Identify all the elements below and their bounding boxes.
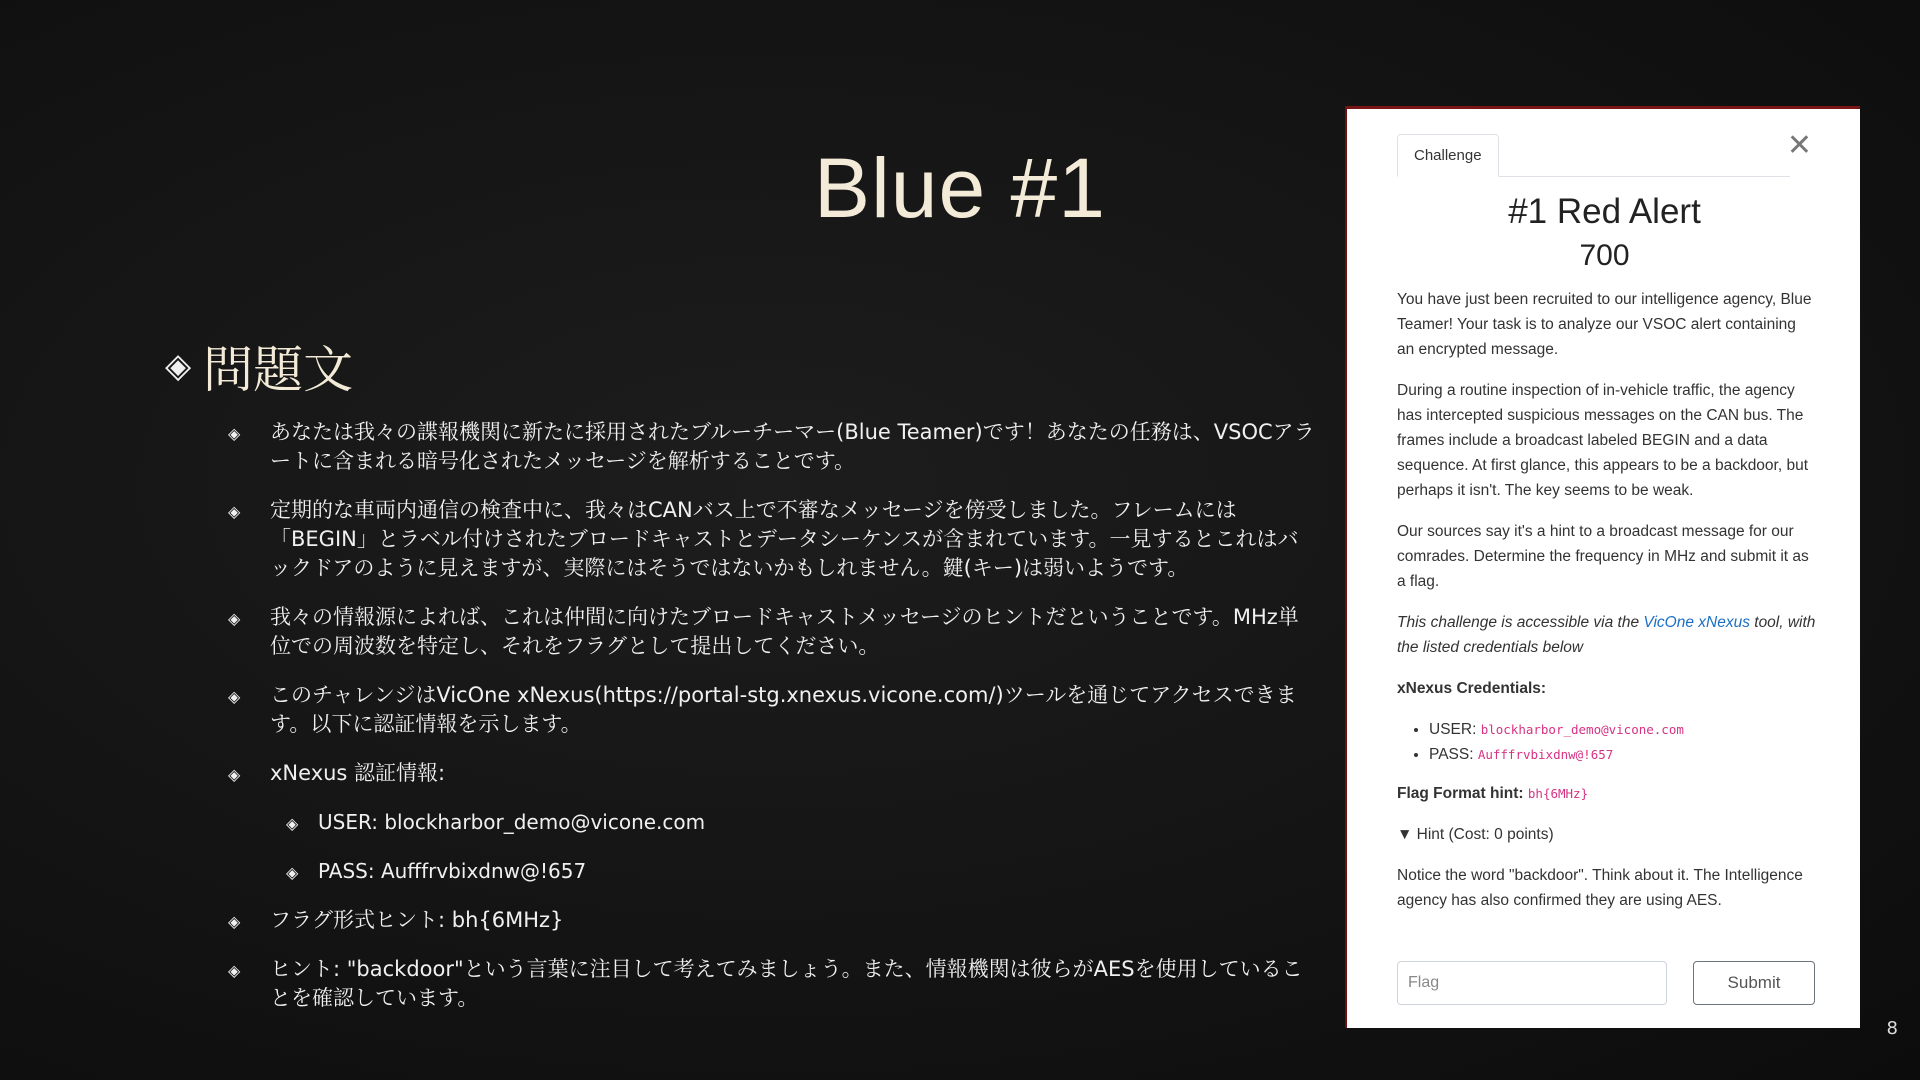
credentials-list [1397,717,1817,767]
diamond-bullet-icon: ◈ [165,346,192,386]
list-item [286,808,1318,837]
challenge-description [1397,287,1817,929]
diamond-bullet-icon: ◈ [228,424,241,443]
list-item [228,603,1318,661]
tab-challenge[interactable]: Challenge [1397,134,1499,177]
bullet-text: xNexus 認証情報: [270,761,446,785]
bullet-text: ヒント: "backdoor"という言葉に注目して考えてみましょう。また、情報機関は彼らがAESを使用していることを確認しています。 [270,957,1303,1010]
close-icon[interactable]: ✕ [1786,129,1812,162]
bullet-text: 我々の情報源によれば、これは仲間に向けたブロードキャストメッセージのヒントだということです。MHz単位での周波数を特定し、それをフラグとして提出してください。 [270,605,1299,658]
bullet-text: フラグ形式ヒント: bh{6MHz} [270,908,564,932]
diamond-bullet-icon: ◈ [228,765,241,784]
bullet-text: PASS: Aufffrvbixdnw@!657 [318,859,587,883]
submit-button[interactable]: Submit [1693,961,1815,1005]
flag-format-hint [1397,781,1817,806]
list-item [228,906,1318,935]
flag-input[interactable] [1397,961,1667,1005]
section-heading-text: 問題文 [203,341,354,399]
bullet-text: USER: blockharbor_demo@vicone.com [318,810,706,834]
challenge-value: 700 [1579,239,1630,272]
description-paragraph: You have just been recruited to our intelligence agency, Blue Teamer! Your task is to analyze our VSOC alert containing an encrypted message. [1397,291,1812,358]
pass-value: Aufffrvbixdnw@!657 [1477,747,1614,762]
access-note-text: tool, with the listed credentials below [1397,614,1816,656]
diamond-bullet-icon: ◈ [228,912,241,931]
flag-hint-value: bh{6MHz} [1527,786,1589,801]
user-label: USER: [1429,721,1481,738]
diamond-bullet-icon: ◈ [286,814,299,833]
diamond-bullet-icon: ◈ [228,961,241,980]
diamond-bullet-icon: ◈ [228,687,241,706]
user-value: blockharbor_demo@vicone.com [1480,722,1684,737]
credentials-heading: xNexus Credentials: [1397,680,1547,697]
bullet-text: このチャレンジはVicOne xNexus(https://portal-stg.xnexus.vicone.com/)ツールを通じてアクセスできます。以下に認証情報を示します。 [270,683,1297,736]
flag-hint-label: Flag Format hint: [1397,785,1528,802]
list-item [228,496,1318,583]
list-item [228,955,1318,1013]
bullet-text: あなたは我々の諜報機関に新たに採用されたブルーチーマー(Blue Teamer)です！あなたの任務は、VSOCアラートに含まれる暗号化されたメッセージを解析することです。 [270,420,1315,473]
challenge-modal [1345,106,1860,1028]
list-item [228,418,1318,476]
pass-label: PASS: [1429,746,1478,763]
list-item [228,681,1318,739]
bullet-list [228,418,1318,1033]
slide-title: Blue #1 [814,141,1106,235]
list-item [1429,742,1817,767]
section-heading [165,330,353,402]
list-item [228,759,1318,788]
diamond-bullet-icon: ◈ [228,502,241,521]
challenge-name: #1 Red Alert [1508,192,1701,231]
page-number: 8 [1886,1018,1898,1039]
hint-text: Notice the word "backdoor". Think about it. The Intelligence agency has also confirmed they are using AES. [1397,867,1803,909]
access-note [1397,610,1817,660]
tab-bar [1397,134,1790,177]
description-paragraph: During a routine inspection of in-vehicle traffic, the agency has intercepted suspicious messages on the CAN bus. The frames include a broadcast labeled BEGIN and a data sequence. At first glance, this appears to be a backdoor, but perhaps it isn't. The key seems to be weak. [1397,382,1809,499]
access-note-text: This challenge is accessible via the [1397,614,1644,631]
hint-toggle[interactable]: ▼ Hint (Cost: 0 points) [1397,826,1554,843]
list-item [286,857,1318,886]
list-item [1429,717,1817,742]
bullet-text: 定期的な車両内通信の検査中に、我々はCANバス上で不審なメッセージを傍受しました。フレームには「BEGIN」とラベル付けされたブロードキャストとデータシーケンスが含まれています。一見するとこれはバックドアのように見えますが、実際にはそうではないかもしれません。鍵(キー)は弱いようです。 [270,498,1299,580]
xnexus-link[interactable]: VicOne xNexus [1643,614,1750,631]
diamond-bullet-icon: ◈ [286,863,299,882]
description-paragraph: Our sources say it's a hint to a broadcast message for our comrades. Determine the frequency in MHz and submit it as a flag. [1397,523,1809,590]
diamond-bullet-icon: ◈ [228,609,241,628]
